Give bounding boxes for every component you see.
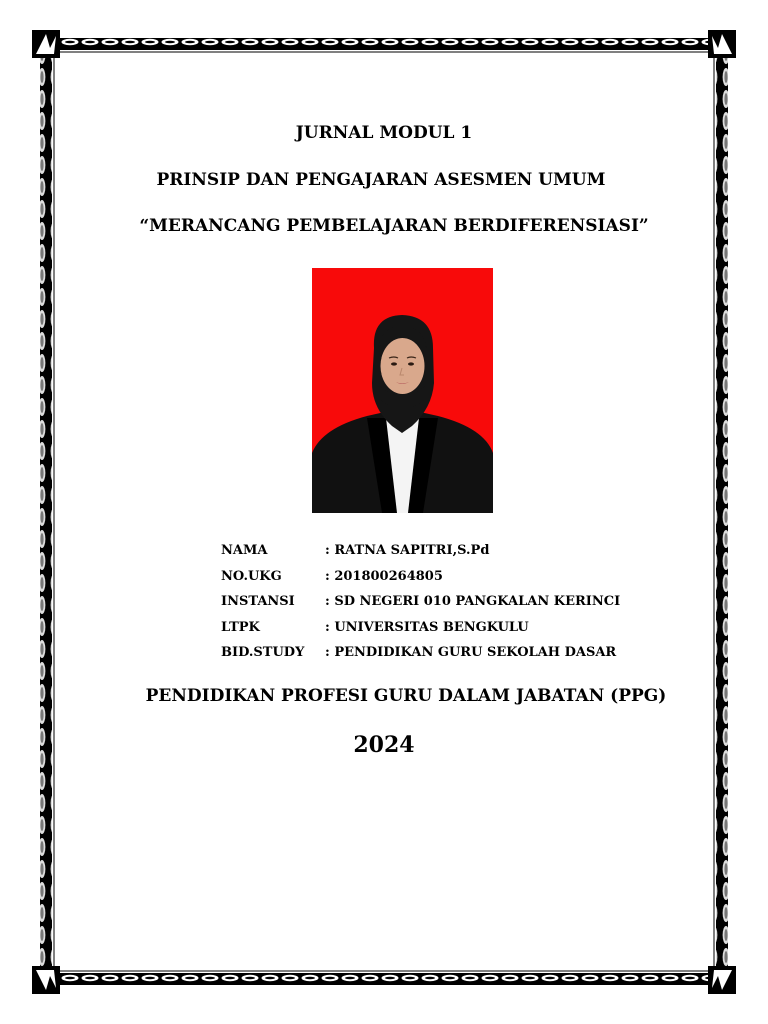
corner-ornament-top-left — [32, 30, 60, 58]
info-value: : PENDIDIKAN GURU SEKOLAH DASAR — [325, 645, 617, 661]
profile-photo — [312, 268, 493, 513]
info-label: LTPK — [221, 619, 260, 635]
info-value: : SD NEGERI 010 PANGKALAN KERINCI — [325, 594, 621, 610]
info-row-instansi — [221, 589, 620, 615]
info-row-bid-study — [221, 640, 620, 666]
corner-ornament-bottom-right — [708, 966, 736, 994]
info-value: : RATNA SAPITRI,S.Pd — [325, 543, 490, 559]
identity-table — [221, 538, 620, 666]
info-value: : UNIVERSITAS BENGKULU — [325, 619, 529, 635]
document-subtitle: PRINSIP DAN PENGAJARAN ASESMEN UMUM — [156, 170, 606, 190]
info-label: NAMA — [221, 543, 268, 559]
info-row-ltpk — [221, 615, 620, 641]
info-row-nama — [221, 538, 620, 564]
corner-ornament-top-right — [708, 30, 736, 58]
info-label: BID.STUDY — [221, 645, 305, 661]
program-name: PENDIDIKAN PROFESI GURU DALAM JABATAN (PPG) — [145, 686, 667, 706]
document-topic: “MERANCANG PEMBELAJARAN BERDIFERENSIASI” — [139, 216, 649, 236]
info-value: : 201800264805 — [325, 568, 443, 584]
corner-ornament-bottom-left — [32, 966, 60, 994]
info-label: INSTANSI — [221, 594, 295, 610]
document-title: JURNAL MODUL 1 — [295, 123, 473, 143]
info-label: NO.UKG — [221, 568, 282, 584]
document-year: 2024 — [353, 732, 415, 758]
info-row-no-ukg — [221, 564, 620, 590]
